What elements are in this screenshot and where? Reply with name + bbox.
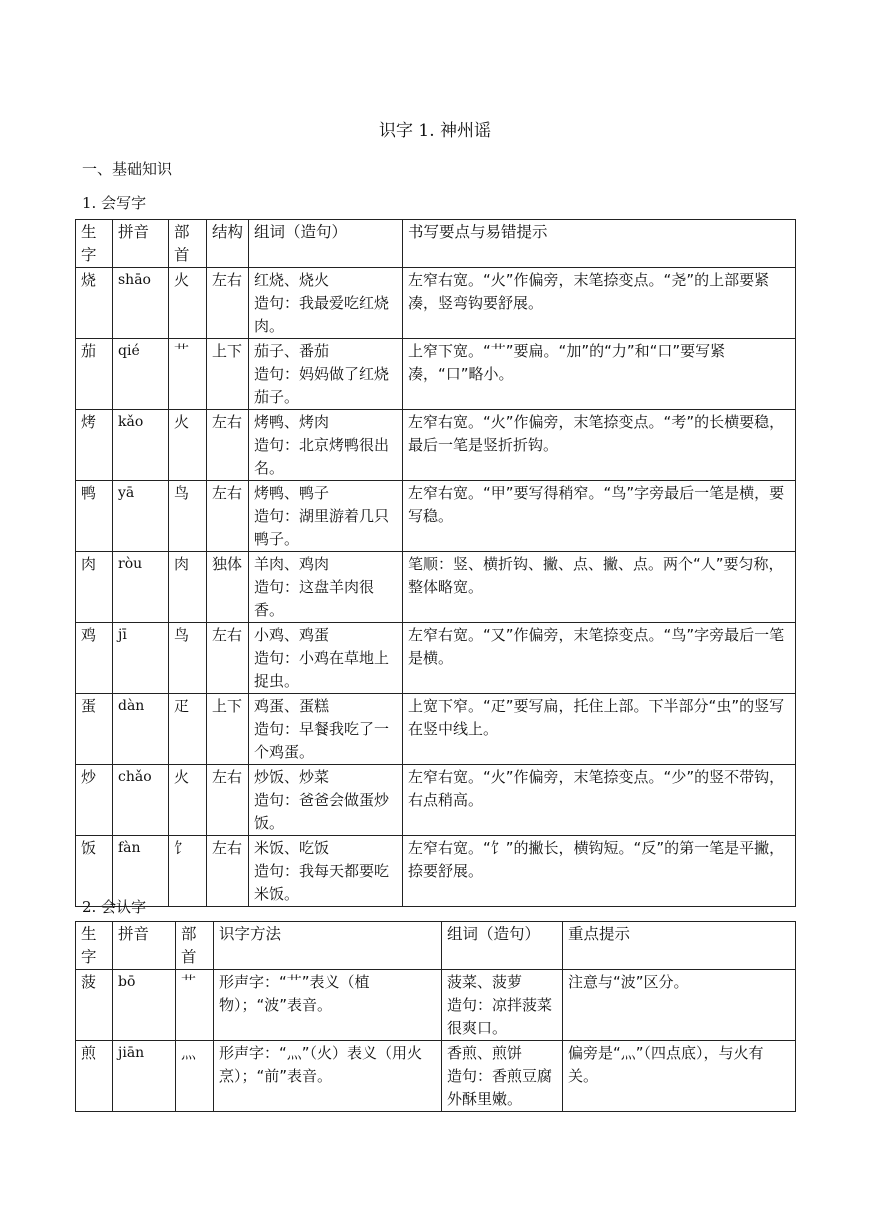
word-list: 羊肉、鸡肉 [254, 555, 330, 573]
structure-cell: 左右 [207, 836, 249, 907]
tips-cell: 偏旁是“灬”（四点底），与火有关。 [563, 1041, 796, 1112]
structure-cell: 左右 [207, 268, 249, 339]
words-cell [249, 268, 403, 339]
table-row [76, 970, 796, 1041]
radical-cell: 艹 [169, 339, 207, 410]
tips-cell: 左窄右宽。“甲”要写得稍窄。“鸟”字旁最后一笔是横，要写稳。 [403, 481, 796, 552]
words-cell [249, 481, 403, 552]
page-title: 识字 1. 神州谣 [378, 121, 492, 141]
char-cell: 烤 [76, 410, 113, 481]
tips-cell: 左窄右宽。“饣”的撇长，横钩短。“反”的第一笔是平撇，捺要舒展。 [403, 836, 796, 907]
radical-cell: 艹 [176, 970, 214, 1041]
word-list: 茄子、番茄 [254, 342, 330, 360]
method-cell: 形声字：“灬”（火）表义（用火烹）；“前”表音。 [214, 1041, 442, 1112]
pinyin-cell: jiān [113, 1041, 176, 1112]
example-sentence: 造句：早餐我吃了一个鸡蛋。 [254, 720, 390, 761]
header-cell: 识字方法 [214, 922, 442, 970]
header-cell: 组词（造句） [249, 220, 403, 268]
pinyin-cell: bō [113, 970, 176, 1041]
example-sentence: 造句：我每天都要吃米饭。 [254, 862, 390, 903]
header-cell: 组词（造句） [442, 922, 563, 970]
recognize-chars-table [75, 921, 796, 1112]
radical-cell: 鸟 [169, 481, 207, 552]
table-header-row [76, 220, 796, 268]
structure-cell: 左右 [207, 481, 249, 552]
words-cell [249, 694, 403, 765]
example-sentence: 造句：湖里游着几只鸭子。 [254, 507, 390, 548]
example-sentence: 造句：爸爸会做蛋炒饭。 [254, 791, 390, 832]
structure-cell: 上下 [207, 339, 249, 410]
char-cell: 肉 [76, 552, 113, 623]
tips-cell: 左窄右宽。“火”作偏旁，末笔捺变点。“尧”的上部要紧凑，竖弯钩要舒展。 [403, 268, 796, 339]
pinyin-cell: chǎo [113, 765, 169, 836]
word-list: 红烧、烧火 [254, 271, 330, 289]
tips-cell: 笔顺：竖、横折钩、撇、点、撇、点。两个“人”要匀称，整体略宽。 [403, 552, 796, 623]
table-row [76, 765, 796, 836]
example-sentence: 造句：北京烤鸭很出名。 [254, 436, 390, 477]
radical-cell: 饣 [169, 836, 207, 907]
pinyin-cell: fàn [113, 836, 169, 907]
tips-cell: 左窄右宽。“火”作偏旁，末笔捺变点。“考”的长横要稳，最后一笔是竖折折钩。 [403, 410, 796, 481]
table-row [76, 836, 796, 907]
pinyin-cell: qié [113, 339, 169, 410]
table-row [76, 481, 796, 552]
example-sentence: 造句：凉拌菠菜很爽口。 [447, 996, 553, 1037]
words-cell [249, 836, 403, 907]
header-cell: 部首 [169, 220, 207, 268]
pinyin-cell: jī [113, 623, 169, 694]
word-list: 香煎、煎饼 [447, 1044, 523, 1062]
tips-cell: 上宽下窄。“疋”要写扁，托住上部。下半部分“虫”的竖写在竖中线上。 [403, 694, 796, 765]
table-row [76, 339, 796, 410]
char-cell: 煎 [76, 1041, 113, 1112]
char-cell: 鸡 [76, 623, 113, 694]
method-cell: 形声字：“艹”表义（植物）；“波”表音。 [214, 970, 442, 1041]
radical-cell: 疋 [169, 694, 207, 765]
tips-cell: 注意与“波”区分。 [563, 970, 796, 1041]
word-list: 菠菜、菠萝 [447, 973, 523, 991]
example-sentence: 造句：香煎豆腐外酥里嫩。 [447, 1067, 553, 1108]
table-row [76, 268, 796, 339]
char-cell: 炒 [76, 765, 113, 836]
example-sentence: 造句：小鸡在草地上捉虫。 [254, 649, 390, 690]
header-cell: 生字 [76, 220, 113, 268]
table-row [76, 694, 796, 765]
subheading-write: 1. 会写字 [82, 194, 147, 212]
tips-cell: 左窄右宽。“又”作偏旁，末笔捺变点。“鸟”字旁最后一笔是横。 [403, 623, 796, 694]
subheading-recognize: 2. 会认字 [82, 898, 147, 916]
word-list: 炒饭、炒菜 [254, 768, 330, 786]
word-list: 鸡蛋、蛋糕 [254, 697, 330, 715]
structure-cell: 左右 [207, 765, 249, 836]
char-cell: 鸭 [76, 481, 113, 552]
structure-cell: 左右 [207, 623, 249, 694]
tips-cell: 左窄右宽。“火”作偏旁，末笔捺变点。“少”的竖不带钩，右点稍高。 [403, 765, 796, 836]
header-cell: 部首 [176, 922, 214, 970]
table-row [76, 623, 796, 694]
words-cell [249, 552, 403, 623]
words-cell [249, 339, 403, 410]
word-list: 小鸡、鸡蛋 [254, 626, 330, 644]
example-sentence: 造句：我最爱吃红烧肉。 [254, 294, 390, 335]
radical-cell: 肉 [169, 552, 207, 623]
radical-cell: 火 [169, 410, 207, 481]
char-cell: 烧 [76, 268, 113, 339]
pinyin-cell: ròu [113, 552, 169, 623]
words-cell [442, 1041, 563, 1112]
pinyin-cell: dàn [113, 694, 169, 765]
header-cell: 生字 [76, 922, 113, 970]
example-sentence: 造句：妈妈做了红烧茄子。 [254, 365, 390, 406]
table-row [76, 552, 796, 623]
radical-cell: 火 [169, 268, 207, 339]
table-header-row [76, 922, 796, 970]
example-sentence: 造句：这盘羊肉很香。 [254, 578, 375, 619]
radical-cell: 鸟 [169, 623, 207, 694]
word-list: 烤鸭、烤肉 [254, 413, 330, 431]
table-row [76, 1041, 796, 1112]
radical-cell: 火 [169, 765, 207, 836]
words-cell [249, 765, 403, 836]
write-chars-table [75, 219, 796, 907]
header-cell: 书写要点与易错提示 [403, 220, 796, 268]
tips-cell: 上窄下宽。“艹”要扁。“加”的“力”和“口”要写紧凑，“口”略小。 [403, 339, 796, 410]
table-row [76, 410, 796, 481]
char-cell: 茄 [76, 339, 113, 410]
header-cell: 拼音 [113, 220, 169, 268]
word-list: 烤鸭、鸭子 [254, 484, 330, 502]
word-list: 米饭、吃饭 [254, 839, 330, 857]
pinyin-cell: kǎo [113, 410, 169, 481]
section-heading: 一、基础知识 [82, 160, 173, 178]
structure-cell: 上下 [207, 694, 249, 765]
radical-cell: 灬 [176, 1041, 214, 1112]
words-cell [249, 623, 403, 694]
words-cell [249, 410, 403, 481]
char-cell: 蛋 [76, 694, 113, 765]
char-cell: 菠 [76, 970, 113, 1041]
header-cell: 结构 [207, 220, 249, 268]
header-cell: 重点提示 [563, 922, 796, 970]
char-cell: 饭 [76, 836, 113, 907]
pinyin-cell: shāo [113, 268, 169, 339]
words-cell [442, 970, 563, 1041]
header-cell: 拼音 [113, 922, 176, 970]
structure-cell: 独体 [207, 552, 249, 623]
structure-cell: 左右 [207, 410, 249, 481]
pinyin-cell: yā [113, 481, 169, 552]
